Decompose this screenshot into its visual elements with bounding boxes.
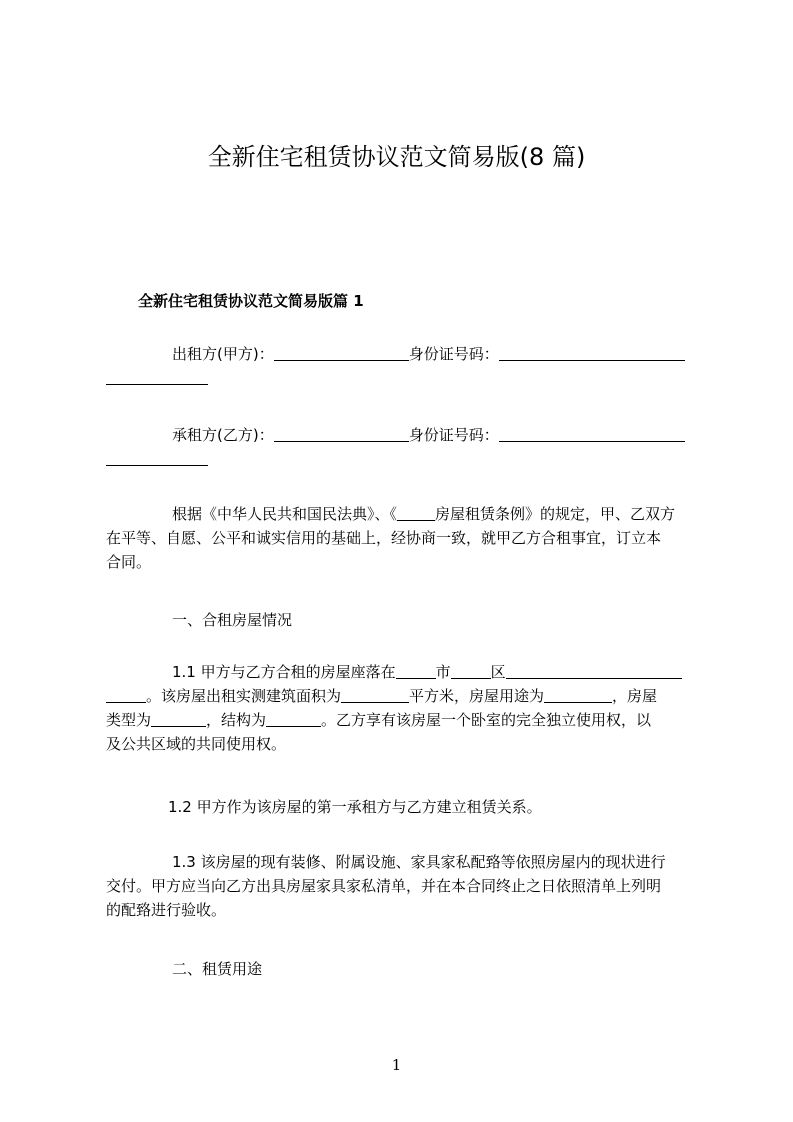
document-title: 全新住宅租赁协议范文简易版(8 篇) [207,143,586,171]
address-blank-cont [106,687,146,703]
clause-1-1-h: ，结构为 [206,711,267,729]
clause-1-1-a: 1.1 甲方与乙方合租的房屋座落在 [172,663,396,681]
party-a-label: 出租方(甲方)： [172,345,274,363]
party-a-name-blank [274,345,409,361]
clause-1-1-c: 区 [490,663,506,681]
clause-1-3 [106,850,700,922]
clause-1-1-j: 及公共区域的共同使用权。 [106,735,287,753]
area-blank [341,687,409,703]
party-a-block [106,342,700,390]
clause-1-3-b: 交付。甲方应当向乙方出具房屋家具家私清单，并在本合同终止之日依照清单上列明 [106,877,662,895]
party-a-id-blank-cont [106,369,208,385]
party-b-id-label: 身份证号码： [408,426,499,444]
section-heading: 全新住宅租赁协议范文简易版篇 1 [138,292,364,310]
party-b-label: 承租方(乙方)： [172,426,274,444]
district-blank [451,663,491,679]
structure-blank [266,711,321,727]
clause-1-2-text: 1.2 甲方作为该房屋的第一承租方与乙方建立租赁关系。 [168,798,542,816]
basis-blank [397,505,435,521]
basis-text-1: 根据《中华人民共和国民法典》、《 [172,505,398,523]
clause-1-1-d: 。该房屋出租实测建筑面积为 [146,687,342,705]
type-blank [151,711,206,727]
clause-1-2 [106,795,700,819]
clause-1-3-a: 1.3 该房屋的现有装修、附属设施、家具家私配臵等依照房屋内的现状进行 [172,853,666,871]
basis-text-2: 房屋租赁条例》的规定，甲、乙双方 [435,505,676,523]
clause-1-1-g: 类型为 [106,711,152,729]
party-a-id-blank [499,345,685,361]
address-blank [506,663,682,679]
page-number: 1 [391,1056,402,1074]
party-b-name-blank [274,426,409,442]
party-a-id-label: 身份证号码： [408,345,499,363]
party-b-id-blank-cont [106,450,208,466]
party-b-id-blank [499,426,685,442]
clause-1-1 [106,660,700,756]
heading-1: 一、合租房屋情况 [172,611,293,629]
party-b-block [106,423,700,471]
basis-text-3: 在平等、自愿、公平和诚实信用的基础上，经协商一致，就甲乙方合租事宜，订立本 [106,529,662,547]
clause-1-1-i: 。乙方享有该房屋一个卧室的完全独立使用权，以 [321,711,652,729]
basis-paragraph [106,502,700,574]
basis-text-4: 合同。 [106,553,152,571]
clause-1-1-f: ，房屋 [612,687,658,705]
clause-1-3-c: 的配臵进行验收。 [106,901,227,919]
clause-1-1-b: 市 [435,663,451,681]
clause-1-1-e: 平方米，房屋用途为 [409,687,545,705]
city-blank [396,663,436,679]
usage-blank [544,687,612,703]
heading-2: 二、租赁用途 [172,960,263,978]
